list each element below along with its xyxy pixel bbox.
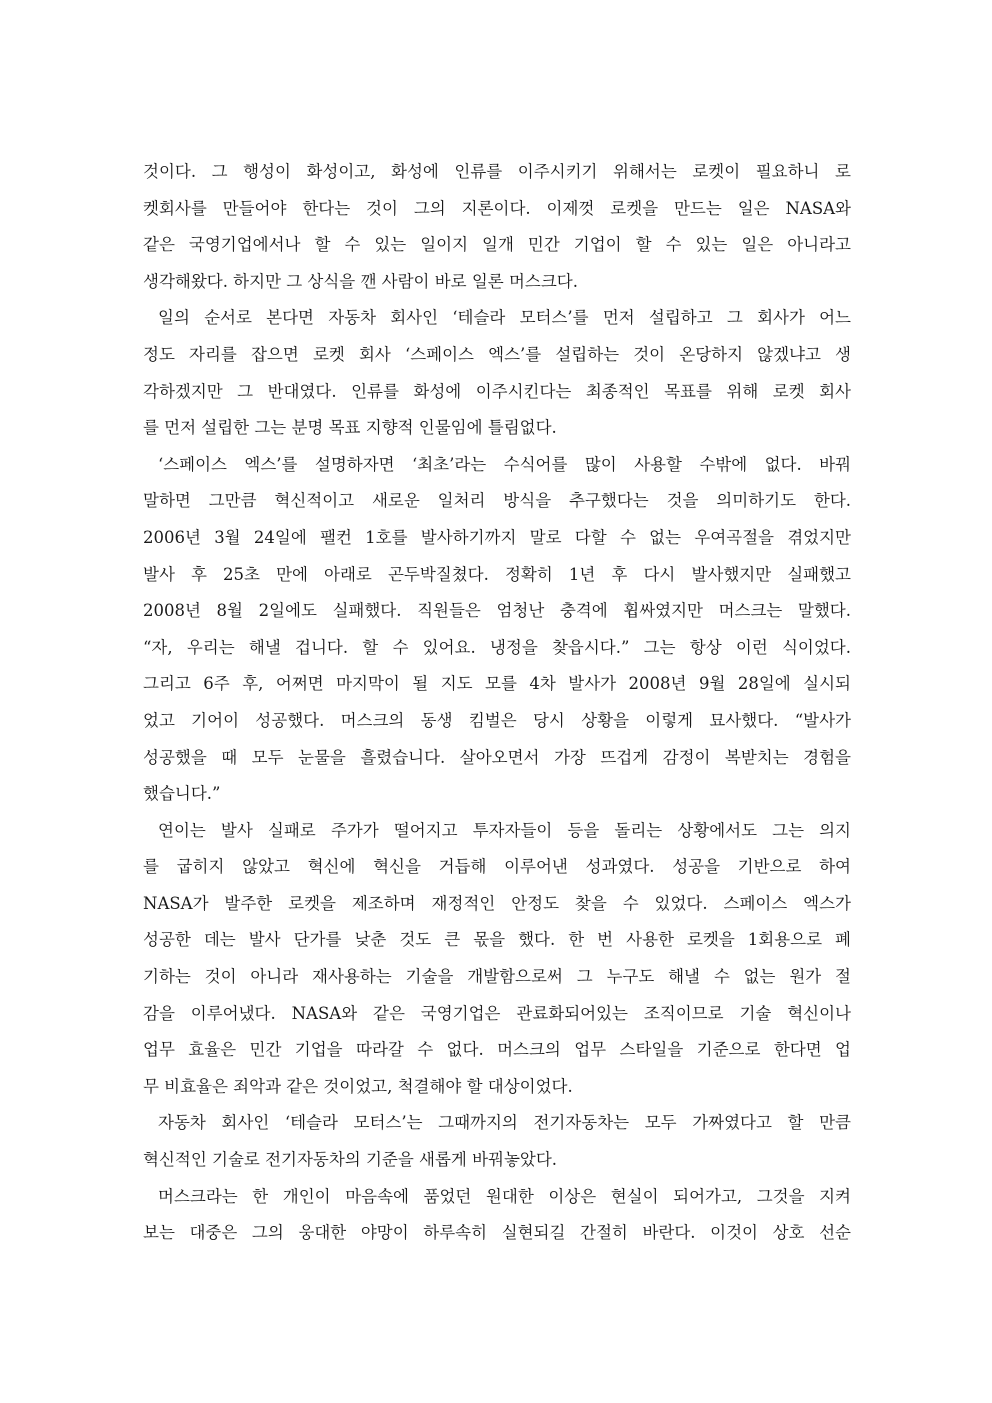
text-line: 연이는 발사 실패로 주가가 떨어지고 투자자들이 등을 돌리는 상황에서도 그는 의지: [158, 820, 851, 840]
text-line: 생각해왔다. 하지만 그 상식을 깬 사람이 바로 일론 머스크다.: [143, 271, 578, 291]
text-line: “자, 우리는 해낼 겁니다. 할 수 있어요. 냉정을 찾읍시다.” 그는 항상 이런 식이었다.: [143, 637, 851, 657]
text-line: 발사 후 25초 만에 아래로 곤두박질쳤다. 정확히 1년 후 다시 발사했지만 실패했고: [143, 564, 851, 584]
text-line: 2006년 3월 24일에 팰컨 1호를 발사하기까지 말로 다할 수 없는 우여곡절을 겪었지만: [143, 527, 851, 547]
text-line: 보는 대중은 그의 웅대한 야망이 하루속히 실현되길 간절히 바란다. 이것이 상호 선순: [143, 1223, 851, 1243]
text-line: 것이다. 그 행성이 화성이고, 화성에 인류를 이주시키기 위해서는 로켓이 필요하니 로: [143, 162, 851, 181]
text-line: NASA가 발주한 로켓을 제조하며 재정적인 안정도 찾을 수 있었다. 스페이스 엑스가: [143, 893, 851, 913]
text-line: 그리고 6주 후, 어쩌면 마지막이 될 지도 모를 4차 발사가 2008년 9월 28일에 실시되: [143, 674, 851, 694]
text-line: 머스크라는 한 개인이 마음속에 품었던 원대한 이상은 현실이 되어가고, 그것을 지켜: [158, 1186, 851, 1206]
text-line: 자동차 회사인 ‘테슬라 모터스’는 그때까지의 전기자동차는 모두 가짜였다고 할 만큼: [158, 1113, 851, 1133]
text-line: 성공한 데는 발사 단가를 낮춘 것도 큰 몫을 했다. 한 번 사용한 로켓을 1회용으로 폐: [143, 930, 851, 950]
text-line: 기하는 것이 아니라 재사용하는 기술을 개발함으로써 그 누구도 해낼 수 없는 원가 절: [143, 967, 851, 987]
text-line: 성공했을 때 모두 눈물을 흘렸습니다. 살아오면서 가장 뜨겁게 감정이 복받치는 경험을: [143, 747, 851, 767]
paragraph: [143, 1184, 851, 1257]
text-line: 2008년 8월 2일에도 실패했다. 직원들은 엄청난 충격에 휩싸였지만 머스크는 말했다.: [143, 601, 851, 621]
paragraph: [143, 159, 851, 305]
text-line: 를 굽히지 않았고 혁신에 혁신을 거듭해 이루어낸 성과였다. 성공을 기반으로 하여: [143, 857, 851, 877]
text-line: 감을 이루어냈다. NASA와 같은 국영기업은 관료화되어있는 조직이므로 기술 혁신이나: [143, 1003, 851, 1023]
document-page: [143, 159, 851, 1257]
text-line: 업무 효율은 민간 기업을 따라갈 수 없다. 머스크의 업무 스타일을 기준으로 한다면 업: [143, 1040, 851, 1060]
paragraph: [143, 818, 851, 1111]
text-line: 혁신적인 기술로 전기자동차의 기준을 새롭게 바꿔놓았다.: [143, 1150, 558, 1170]
text-line: 었고 기어이 성공했다. 머스크의 동생 킴벌은 당시 상황을 이렇게 묘사했다. “발사가: [143, 710, 851, 730]
paragraph: [143, 452, 851, 818]
text-line: 했습니다.”: [143, 784, 221, 804]
text-line: 정도 자리를 잡으면 로켓 회사 ‘스페이스 엑스’를 설립하는 것이 온당하지 않겠냐고 생: [143, 344, 851, 364]
text-line: 를 먼저 설립한 그는 분명 목표 지향적 인물임에 틀림없다.: [143, 418, 557, 438]
text-line: 말하면 그만큼 혁신적이고 새로운 일처리 방식을 추구했다는 것을 의미하기도 한다.: [143, 491, 851, 511]
text-line: 각하겠지만 그 반대였다. 인류를 화성에 이주시킨다는 최종적인 목표를 위해 로켓 회사: [143, 381, 851, 401]
text-line: 켓회사를 만들어야 한다는 것이 그의 지론이다. 이제껏 로켓을 만드는 일은 NASA와: [143, 198, 851, 218]
text-line: 일의 순서로 본다면 자동차 회사인 ‘테슬라 모터스’를 먼저 설립하고 그 회사가 어느: [158, 308, 851, 328]
text-line: 무 비효율은 죄악과 같은 것이었고, 척결해야 할 대상이었다.: [143, 1076, 573, 1096]
text-line: 같은 국영기업에서나 할 수 있는 일이지 일개 민간 기업이 할 수 있는 일은 아니라고: [143, 235, 851, 255]
paragraph: [143, 305, 851, 451]
paragraph: [143, 1110, 851, 1183]
text-line: ‘스페이스 엑스’를 설명하자면 ‘최초’라는 수식어를 많이 사용할 수밖에 없다. 바꿔: [158, 454, 851, 474]
